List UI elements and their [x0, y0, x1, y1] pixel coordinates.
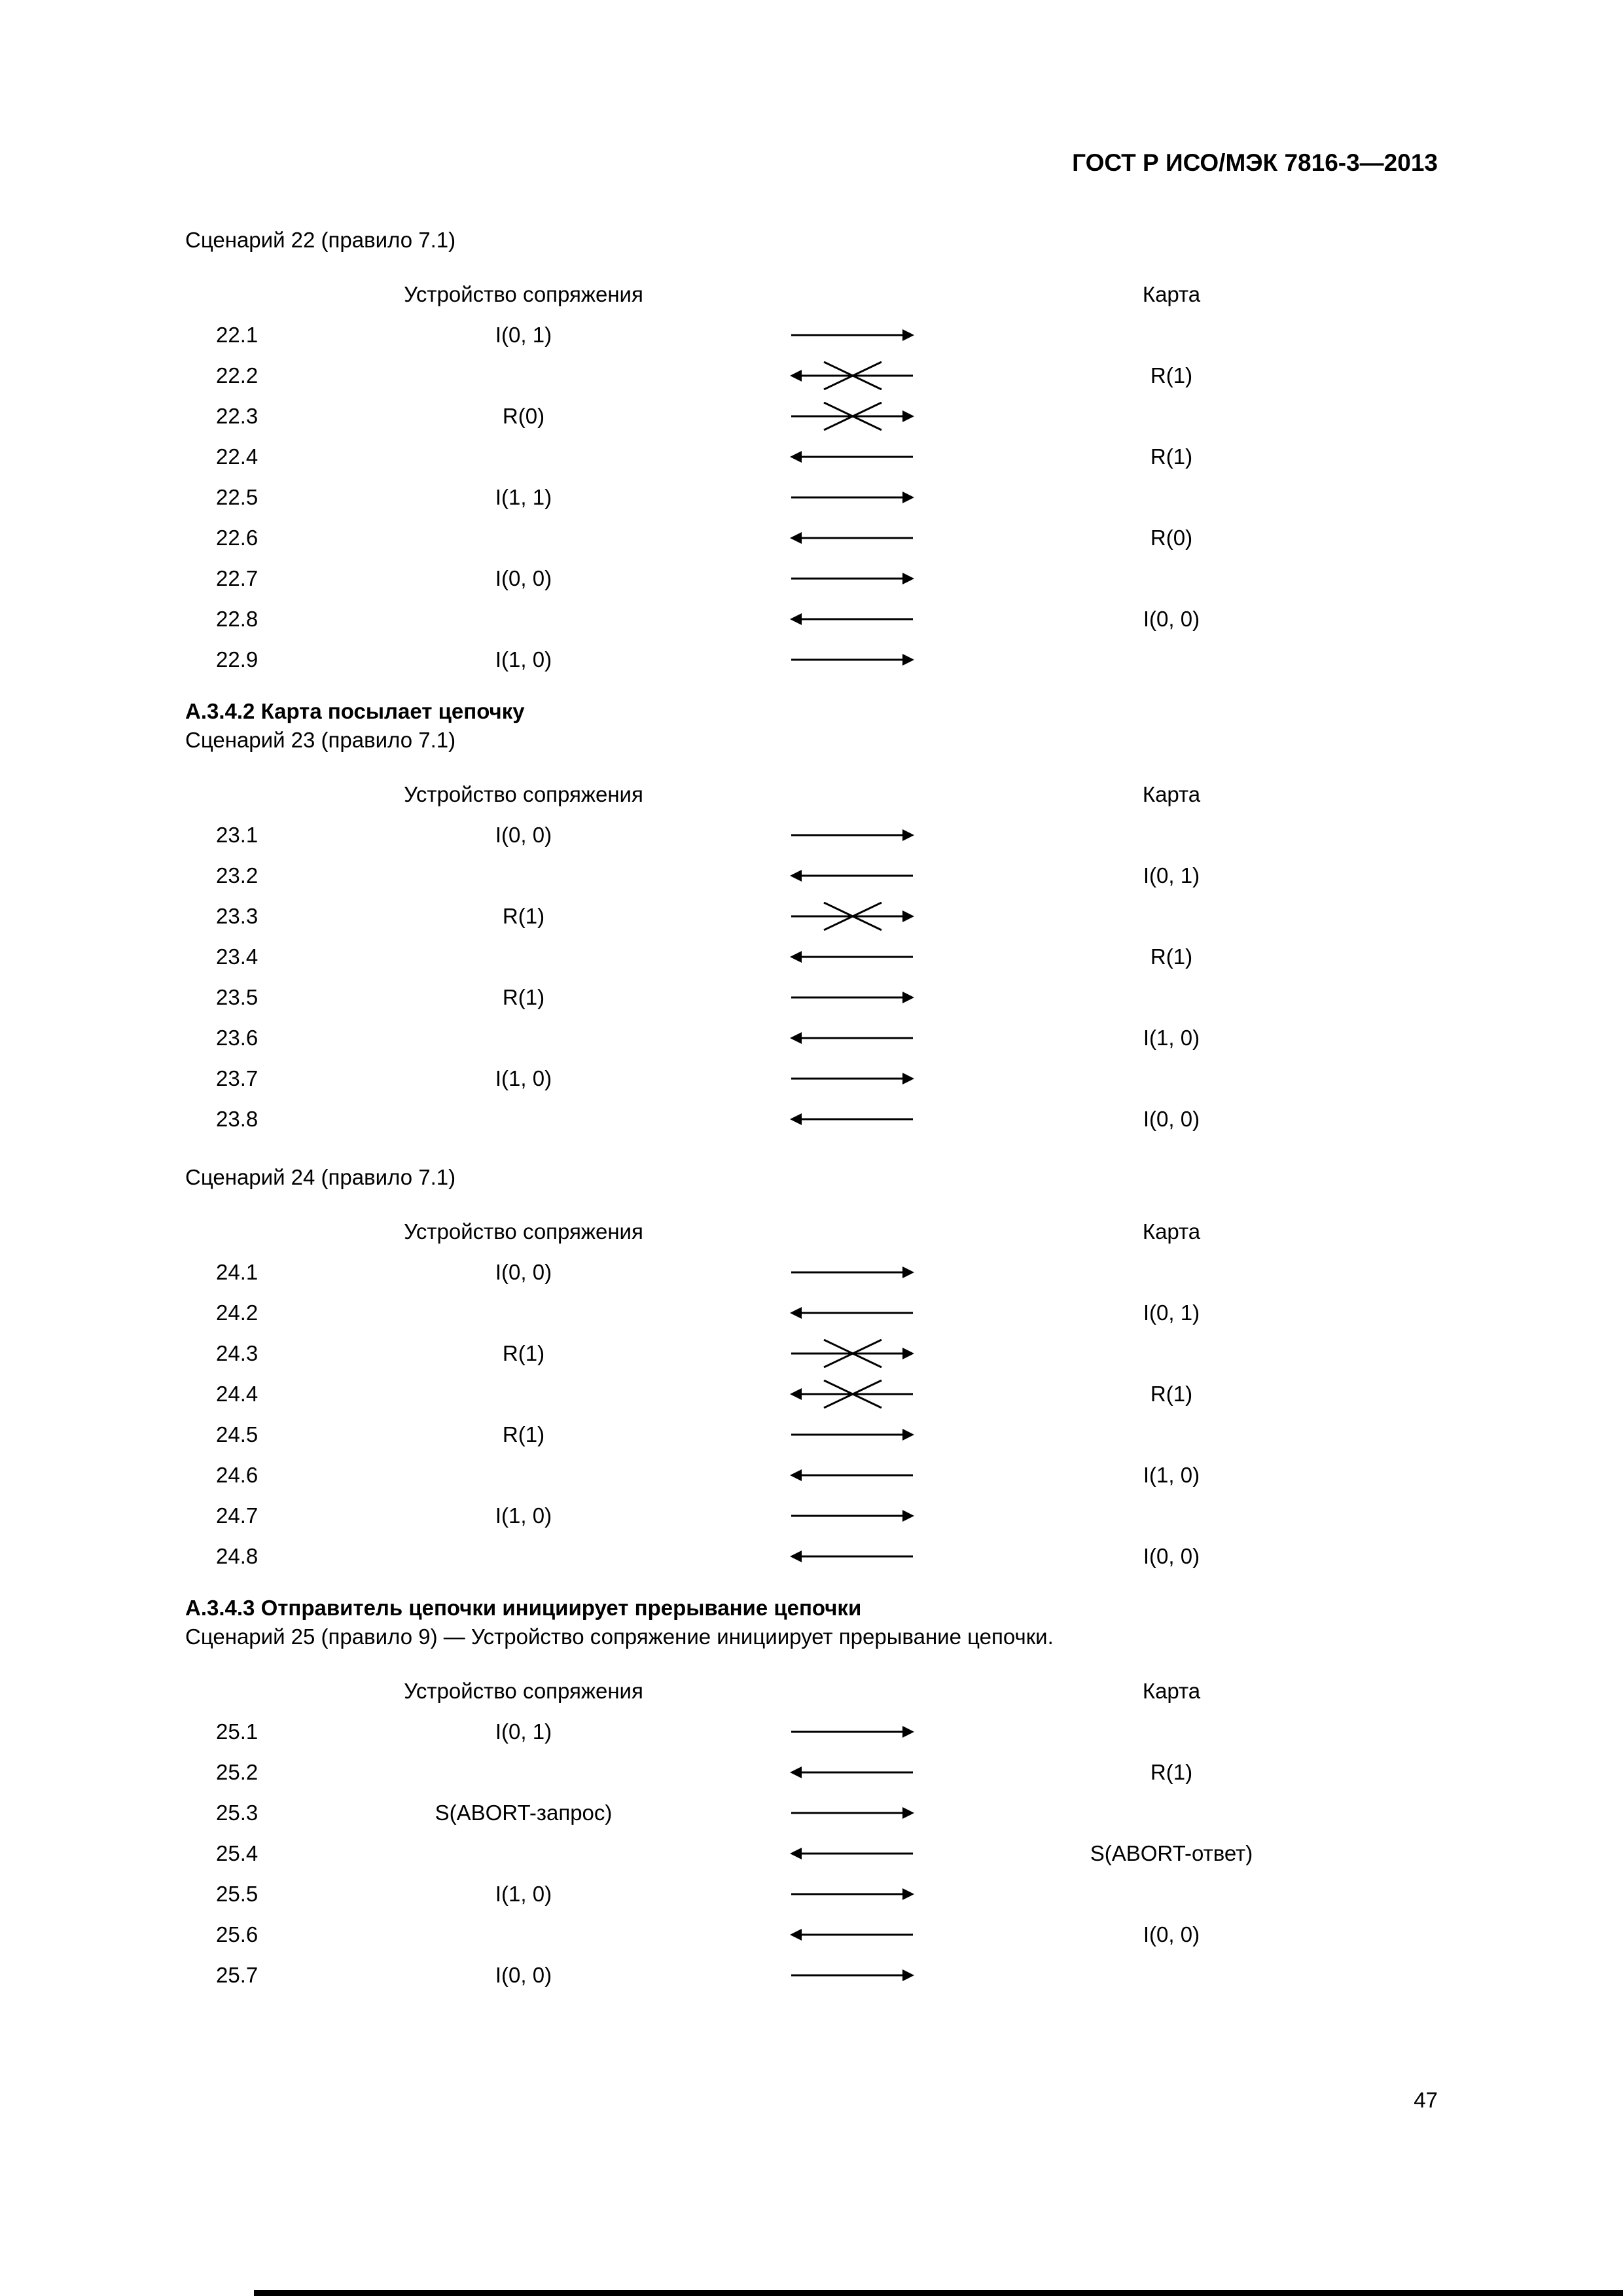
- card-block-label: R(0): [1150, 526, 1193, 550]
- scenario-row: [185, 1252, 1442, 1293]
- device-block-label: I(0, 1): [495, 1719, 552, 1744]
- step-number: 22.9: [216, 647, 259, 672]
- card-block-label: I(0, 0): [1143, 1107, 1200, 1131]
- arrow-right-icon: [790, 1961, 914, 1990]
- scenario-row: [185, 896, 1442, 937]
- content-area: [185, 226, 1442, 1996]
- arrow-right-icon: [790, 1420, 914, 1449]
- scenario-row: [185, 558, 1442, 599]
- arrow-right-crossed-icon: [790, 902, 914, 931]
- scenario-row: [185, 977, 1442, 1018]
- column-header-card: Карта: [1142, 782, 1201, 806]
- scenario-row: [185, 1018, 1442, 1058]
- step-number: 23.6: [216, 1026, 259, 1050]
- column-header-device: Устройство сопряжения: [404, 1679, 643, 1703]
- step-number: 24.1: [216, 1260, 259, 1284]
- arrow-right-icon: [790, 1064, 914, 1093]
- device-block-label: I(0, 0): [495, 823, 552, 847]
- step-number: 23.8: [216, 1107, 259, 1131]
- scenario-row: [185, 1536, 1442, 1577]
- arrow-right-icon: [790, 1501, 914, 1530]
- step-number: 22.2: [216, 363, 259, 387]
- card-block-label: R(1): [1150, 1382, 1193, 1406]
- column-headers: [185, 1211, 1442, 1252]
- step-number: 22.6: [216, 526, 259, 550]
- step-number: 23.1: [216, 823, 259, 847]
- step-number: 23.2: [216, 863, 259, 888]
- scenario-row: [185, 437, 1442, 477]
- section-heading: А.3.4.3 Отправитель цепочки инициирует прерывание цепочки: [185, 1596, 862, 1620]
- step-number: 24.8: [216, 1544, 259, 1568]
- arrow-right-icon: [790, 483, 914, 512]
- scenario-title: Сценарий 25 (правило 9) — Устройство сопряжение инициирует прерывание цепочки.: [185, 1624, 1054, 1649]
- arrow-right-icon: [790, 821, 914, 850]
- scenario-title: Сценарий 23 (правило 7.1): [185, 728, 456, 752]
- step-number: 24.4: [216, 1382, 259, 1406]
- arrow-right-icon: [790, 1880, 914, 1909]
- device-block-label: R(0): [502, 404, 545, 428]
- scenario-title: Сценарий 24 (правило 7.1): [185, 1165, 456, 1189]
- step-number: 25.3: [216, 1801, 259, 1825]
- step-number: 23.7: [216, 1066, 259, 1090]
- step-number: 22.7: [216, 566, 259, 590]
- scenario-row: [185, 639, 1442, 680]
- arrow-right-icon: [790, 1799, 914, 1827]
- step-number: 22.8: [216, 607, 259, 631]
- scenario-row: [185, 518, 1442, 558]
- column-header-device: Устройство сопряжения: [404, 782, 643, 806]
- scenario-row: [185, 1793, 1442, 1833]
- step-number: 23.5: [216, 985, 259, 1009]
- arrow-right-icon: [790, 645, 914, 674]
- step-number: 25.6: [216, 1922, 259, 1946]
- scenario-row: [185, 477, 1442, 518]
- arrow-left-icon: [790, 1839, 914, 1868]
- arrow-left-icon: [790, 861, 914, 890]
- card-block-label: R(1): [1150, 363, 1193, 387]
- arrow-right-icon: [790, 1717, 914, 1746]
- arrow-left-icon: [790, 1758, 914, 1787]
- device-block-label: I(0, 0): [495, 1260, 552, 1284]
- section-heading: А.3.4.2 Карта посылает цепочку: [185, 699, 525, 723]
- step-number: 24.5: [216, 1422, 259, 1446]
- scenario-row: [185, 855, 1442, 896]
- step-number: 24.6: [216, 1463, 259, 1487]
- arrow-right-icon: [790, 321, 914, 350]
- card-block-label: I(0, 0): [1143, 1922, 1200, 1946]
- step-number: 25.4: [216, 1841, 259, 1865]
- device-block-label: S(ABORT-запрос): [435, 1801, 613, 1825]
- device-block-label: I(1, 0): [495, 1066, 552, 1090]
- arrow-left-crossed-icon: [790, 1380, 914, 1408]
- scenario-row: [185, 1455, 1442, 1496]
- scan-edge-artifact: [254, 2290, 1623, 2296]
- arrow-left-icon: [790, 1542, 914, 1571]
- card-block-label: S(ABORT-ответ): [1090, 1841, 1253, 1865]
- device-block-label: R(1): [502, 1341, 545, 1365]
- scenario-row: [185, 815, 1442, 855]
- scenario-row: [185, 355, 1442, 396]
- step-number: 22.1: [216, 323, 259, 347]
- step-number: 25.7: [216, 1963, 259, 1987]
- arrow-left-icon: [790, 942, 914, 971]
- scenario-row: [185, 937, 1442, 977]
- card-block-label: I(0, 0): [1143, 607, 1200, 631]
- scenario-row: [185, 1833, 1442, 1874]
- step-number: 23.3: [216, 904, 259, 928]
- scenario-row: [185, 396, 1442, 437]
- step-number: 24.3: [216, 1341, 259, 1365]
- scenario-row: [185, 1058, 1442, 1099]
- card-block-label: I(0, 0): [1143, 1544, 1200, 1568]
- scenario-row: [185, 599, 1442, 639]
- scenario-row: [185, 1955, 1442, 1996]
- scenario-row: [185, 1496, 1442, 1536]
- arrow-left-icon: [790, 442, 914, 471]
- card-block-label: I(0, 1): [1143, 863, 1200, 888]
- arrow-left-icon: [790, 1920, 914, 1949]
- column-headers: [185, 774, 1442, 815]
- column-header-card: Карта: [1142, 1679, 1201, 1703]
- arrow-right-crossed-icon: [790, 1339, 914, 1368]
- card-block-label: R(1): [1150, 444, 1193, 469]
- card-block-label: R(1): [1150, 944, 1193, 969]
- arrow-right-icon: [790, 564, 914, 593]
- arrow-left-icon: [790, 524, 914, 552]
- arrow-left-icon: [790, 605, 914, 634]
- arrow-left-icon: [790, 1299, 914, 1327]
- step-number: 24.7: [216, 1503, 259, 1528]
- step-number: 22.5: [216, 485, 259, 509]
- scenario-row: [185, 315, 1442, 355]
- card-block-label: I(1, 0): [1143, 1463, 1200, 1487]
- page-number: 47: [1414, 2088, 1438, 2112]
- column-header-card: Карта: [1142, 282, 1201, 306]
- step-number: 23.4: [216, 944, 259, 969]
- device-block-label: I(1, 1): [495, 485, 552, 509]
- column-headers: [185, 274, 1442, 315]
- step-number: 25.2: [216, 1760, 259, 1784]
- scenario-row: [185, 1874, 1442, 1914]
- arrow-right-icon: [790, 1258, 914, 1287]
- step-number: 22.4: [216, 444, 259, 469]
- column-headers: [185, 1671, 1442, 1712]
- scenario-row: [185, 1099, 1442, 1139]
- scenario-row: [185, 1712, 1442, 1752]
- scenario-row: [185, 1374, 1442, 1414]
- scenario-row: [185, 1752, 1442, 1793]
- arrow-right-icon: [790, 983, 914, 1012]
- step-number: 22.3: [216, 404, 259, 428]
- card-block-label: I(1, 0): [1143, 1026, 1200, 1050]
- arrow-left-icon: [790, 1105, 914, 1134]
- card-block-label: I(0, 1): [1143, 1300, 1200, 1325]
- step-number: 25.5: [216, 1882, 259, 1906]
- scenario-row: [185, 1333, 1442, 1374]
- device-block-label: I(1, 0): [495, 647, 552, 672]
- device-block-label: I(1, 0): [495, 1882, 552, 1906]
- device-block-label: I(0, 1): [495, 323, 552, 347]
- column-header-device: Устройство сопряжения: [404, 282, 643, 306]
- device-block-label: R(1): [502, 985, 545, 1009]
- column-header-device: Устройство сопряжения: [404, 1219, 643, 1244]
- arrow-left-crossed-icon: [790, 361, 914, 390]
- device-block-label: I(1, 0): [495, 1503, 552, 1528]
- document-header: ГОСТ Р ИСО/МЭК 7816-3—2013: [1072, 149, 1438, 176]
- card-block-label: R(1): [1150, 1760, 1193, 1784]
- device-block-label: R(1): [502, 904, 545, 928]
- scenario-title: Сценарий 22 (правило 7.1): [185, 228, 456, 252]
- device-block-label: R(1): [502, 1422, 545, 1446]
- scenario-row: [185, 1914, 1442, 1955]
- column-header-card: Карта: [1142, 1219, 1201, 1244]
- device-block-label: I(0, 0): [495, 1963, 552, 1987]
- step-number: 25.1: [216, 1719, 259, 1744]
- scenario-row: [185, 1414, 1442, 1455]
- step-number: 24.2: [216, 1300, 259, 1325]
- device-block-label: I(0, 0): [495, 566, 552, 590]
- arrow-right-crossed-icon: [790, 402, 914, 431]
- scenario-row: [185, 1293, 1442, 1333]
- arrow-left-icon: [790, 1024, 914, 1052]
- arrow-left-icon: [790, 1461, 914, 1490]
